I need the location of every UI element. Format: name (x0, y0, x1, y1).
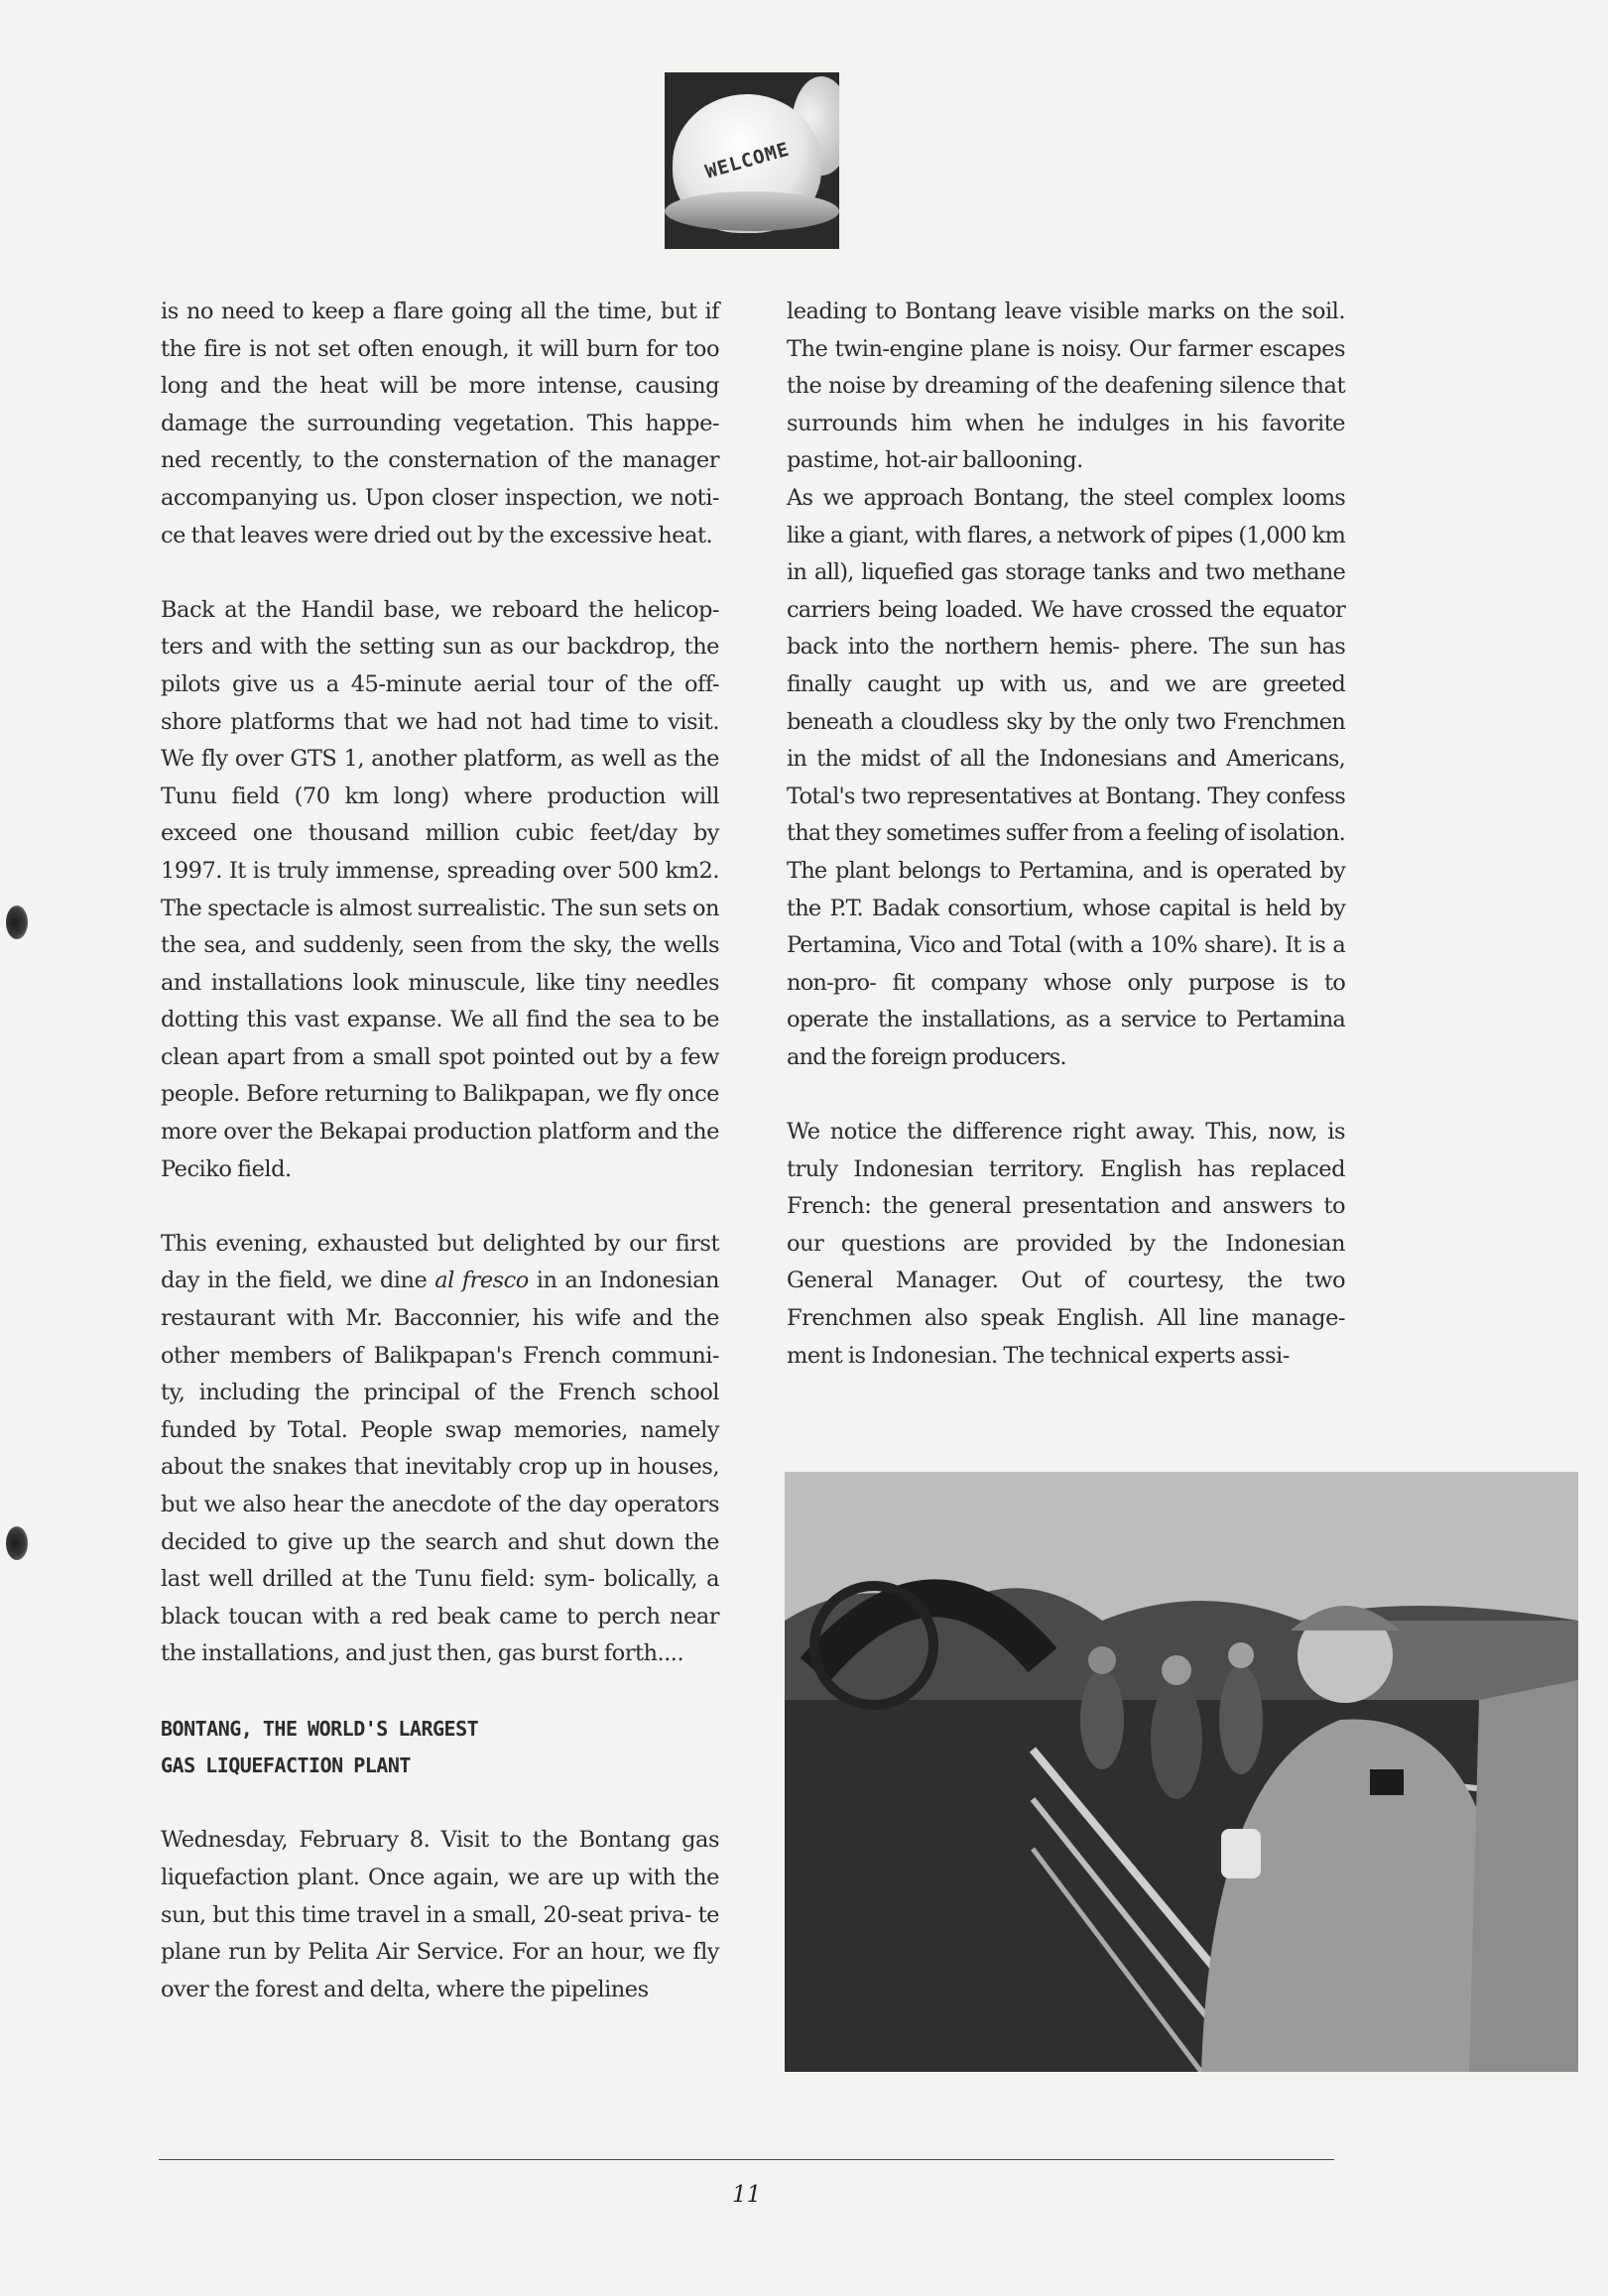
paragraph (161, 1226, 719, 1673)
visitor-head (1228, 1642, 1254, 1668)
paragraph-text: in an Indonesian restaurant with Mr. Bacconnier, his wife and the other members of Balikpapan's French communi- ty, including the principal of the French school funded by Total. People swap memories, namely about the snakes that inevitably crop up in houses, but we also hear the anecdote of the day operators decided to give up the search and shut down the last well drilled at the Tunu field: sym- bolically, a black toucan with a red beak came to perch near the installations, and just then, gas burst forth.... (161, 1268, 719, 1667)
paragraph: As we approach Bontang, the steel complex looms like a giant, with flares, a network of pipes (1,000 km in all), liquefied gas storage tanks and two methane carriers being loaded. We have crossed the equator back into the northern hemis- phere. The sun has finally caught up with us, and we are greeted beneath a cloudless sky by the only two Frenchmen in the midst of all the Indonesians and Americans, Total's two representatives at Bontang. They confess that they sometimes suffer from a feeling of isolation. The plant belongs to Pertamina, and is operated by the P.T. Badak consortium, whose capital is held by Pertamina, Vico and Total (with a 10% share). It is a non-pro- fit company whose only purpose is to operate the installations, as a service to Pertamina and the foreign producers. (787, 484, 1345, 1070)
paragraph: Wednesday, February 8. Visit to the Bontang gas liquefaction plant. Once again, we are up with the sun, but this time travel in a small, 20-seat priva- te plane run by Pelita Air Service. For an hour, we fly over the forest and delta, where the pipelines (161, 1827, 719, 2002)
heading-line: BONTANG, THE WORLD'S LARGEST (161, 1716, 479, 1741)
italic-phrase: al fresco (434, 1268, 529, 1294)
visitor-head (1088, 1646, 1116, 1674)
binder-hole (6, 1526, 28, 1560)
photo-illustration (785, 1472, 1578, 2072)
welcome-helmet-photo (665, 72, 839, 249)
binder-hole (6, 906, 28, 939)
visitor-figure (1469, 1680, 1578, 2072)
left-column (161, 294, 719, 2008)
helmet-text: WELCOME (702, 138, 793, 183)
paragraph-text: This evening, exhausted but delighted by our first day in the field, we dine (161, 1230, 719, 1294)
visitors-walkway-photo (785, 1472, 1578, 2072)
paragraph: Back at the Handil base, we reboard the helicop- ters and with the setting sun as our backdrop, the pilots give us a 45-minute aerial tour of the off- shore platforms that we had not had time to visit. We fly over GTS 1, another platform, as well as the Tunu field (70 km long) where production will exceed one thousand million cubic feet/day by 1997. It is truly immense, spreading over 500 km2. The spectacle is almost surrealistic. The sun sets on the sea, and suddenly, seen from the sky, the wells and installations look minuscule, like tiny needles dotting this vast expanse. We all find the sea to be clean apart from a small spot pointed out by a few people. Before returning to Balikpapan, we fly once more over the Bekapai production platform and the Peciko field. (161, 596, 719, 1182)
visitor-head (1162, 1655, 1191, 1685)
page-number: 11 (732, 2182, 762, 2208)
glove (1221, 1829, 1261, 1878)
helmet-brim (665, 191, 839, 231)
section-heading (161, 1711, 719, 1785)
visitor-figure (1080, 1670, 1124, 1769)
heading-line: GAS LIQUEFACTION PLANT (161, 1753, 411, 1778)
footer-rule (159, 2159, 1334, 2160)
visitor-figure (1219, 1665, 1263, 1774)
paragraph: leading to Bontang leave visible marks on the soil. The twin-engine plane is noisy. Our farmer escapes the noise by dreaming of the deafening silence that surrounds him when he indulges in his favorite pastime, hot-air ballooning. (787, 299, 1345, 474)
visitor-figure (1151, 1680, 1202, 1799)
paragraph: We notice the difference right away. This, now, is truly Indonesian territory. English has replaced French: the general presentation and answers to our questions are provided by the Indonesian General Manager. Out of courtesy, the two Frenchmen also speak English. All line manage- ment is Indonesian. The technical experts assi- (787, 1119, 1345, 1369)
paragraph: is no need to keep a flare going all the time, but if the fire is not set often enough, it will burn for too long and the heat will be more intense, causing damage the surrounding vegetation. This happe- ned recently, to the consternation of the manager accompanying us. Upon closer inspection, we noti- ce that leaves were dried out by the excessive heat. (161, 299, 719, 548)
camera (1370, 1769, 1404, 1795)
right-column (787, 294, 1345, 1375)
